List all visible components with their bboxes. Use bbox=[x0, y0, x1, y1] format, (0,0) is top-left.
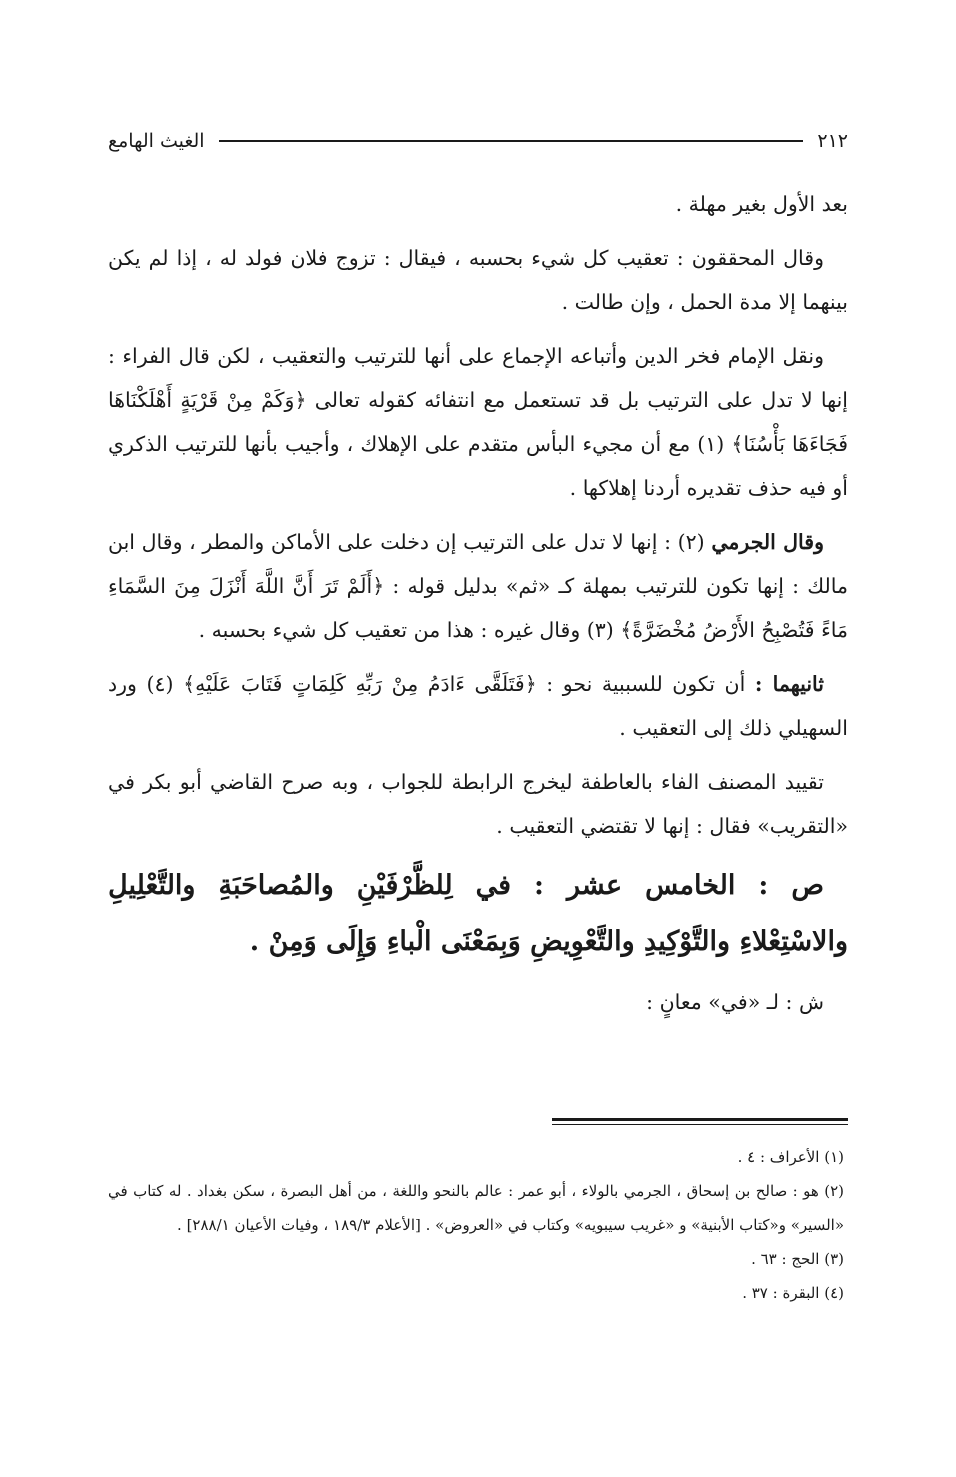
footnote-4: (٤) البقرة : ٣٧ . bbox=[742, 1284, 844, 1302]
paragraph-5-text: أن تكون للسببية نحو : ﴿فَتَلَقَّى ءَادَمُ مِنْ رَبِّهِ كَلِمَاتٍ فَتَابَ عَلَيْهِ﴾ (٤) ورد السهيلي ذلك إلى التعقيب . bbox=[108, 672, 848, 740]
footnotes bbox=[108, 1140, 844, 1310]
header-rule bbox=[219, 140, 804, 142]
footnote-3: (٣) الحج : ٦٣ . bbox=[751, 1250, 844, 1268]
book-title: الغيث الهامع bbox=[108, 130, 205, 152]
paragraph-5 bbox=[108, 662, 848, 750]
paragraph-5-lead: ثانيهما : bbox=[754, 672, 824, 696]
paragraph-4-text: (٢) : إنها لا تدل على الترتيب إن دخلت على الأماكن والمطر ، وقال ابن مالك : إنها تكون للترتيب بمهلة كـ «ثم» بدليل قوله : ﴿أَلَمْ تَرَ أَنَّ اللَّهَ أَنْزَلَ مِنَ السَّمَاءِ مَاءً فَتُصْبِحُ الأَرْضُ مُخْضَرَّةً﴾ (٣) وقال غيره : هذا من تعقيب كل شيء بحسبه . bbox=[108, 530, 848, 642]
paragraph-7: ش : لـ «في» معانٍ : bbox=[646, 990, 824, 1014]
paragraph-6: تقييد المصنف الفاء بالعاطفة ليخرج الرابطة للجواب ، وبه صرح القاضي أبو بكر في «التقريب» فقال : إنها لا تقتضي التعقيب . bbox=[108, 770, 848, 838]
footnote-2: (٢) هو : صالح بن إسحاق ، الجرمي بالولاء ، أبو عمر : عالم بالنحو واللغة ، من أهل البصرة ، سكن بغداد . له كتاب في «السير» و«كتاب الأبنية» و «غريب سيبويه» وكتاب في «العروض» . [الأعلام ١٨٩/٣ ، وفيات الأعيان ٢٨٨/١] . bbox=[108, 1182, 844, 1234]
paragraph-4-lead: وقال الجرمي bbox=[711, 530, 824, 554]
page-number: ٢١٢ bbox=[817, 130, 848, 152]
paragraph-3: ونقل الإمام فخر الدين وأتباعه الإجماع على أنها للترتيب والتعقيب ، لكن قال الفراء : إنها لا تدل على الترتيب بل قد تستعمل مع انتفائه كقوله تعالى ﴿وَكَمْ مِنْ قَرْيَةٍ أَهْلَكْنَاهَا فَجَاءَهَا بَأْسُنَا﴾ (١) مع أن مجيء البأس متقدم على الإهلاك ، وأجيب بأنها للترتيب الذكري أو فيه حذف تقديره أردنا إهلاكها . bbox=[108, 344, 848, 500]
section-heading: ص : الخامس عشر : في لِلظَّرْفَيْنِ والمُصاحَبَةِ والتَّعْلِيلِ والاسْتِعْلاءِ والتَّوْكِيدِ والتَّعْوِيضِ وَبِمَعْنَى الْباءِ وَإِلَى وَمِنْ . bbox=[108, 870, 848, 957]
paragraph-2: وقال المحققون : تعقيب كل شيء بحسبه ، فيقال : تزوج فلان فولد له ، إذا لم يكن بينهما إلا مدة الحمل ، وإن طالت . bbox=[108, 246, 848, 314]
footnote-1: (١) الأعراف : ٤ . bbox=[737, 1148, 844, 1166]
main-text bbox=[108, 182, 848, 1034]
footnote-separator-thin bbox=[552, 1124, 848, 1125]
paragraph-1: بعد الأول بغير مهلة . bbox=[675, 192, 848, 216]
running-header bbox=[108, 124, 848, 158]
footnote-separator bbox=[552, 1118, 848, 1121]
paragraph-4 bbox=[108, 520, 848, 652]
